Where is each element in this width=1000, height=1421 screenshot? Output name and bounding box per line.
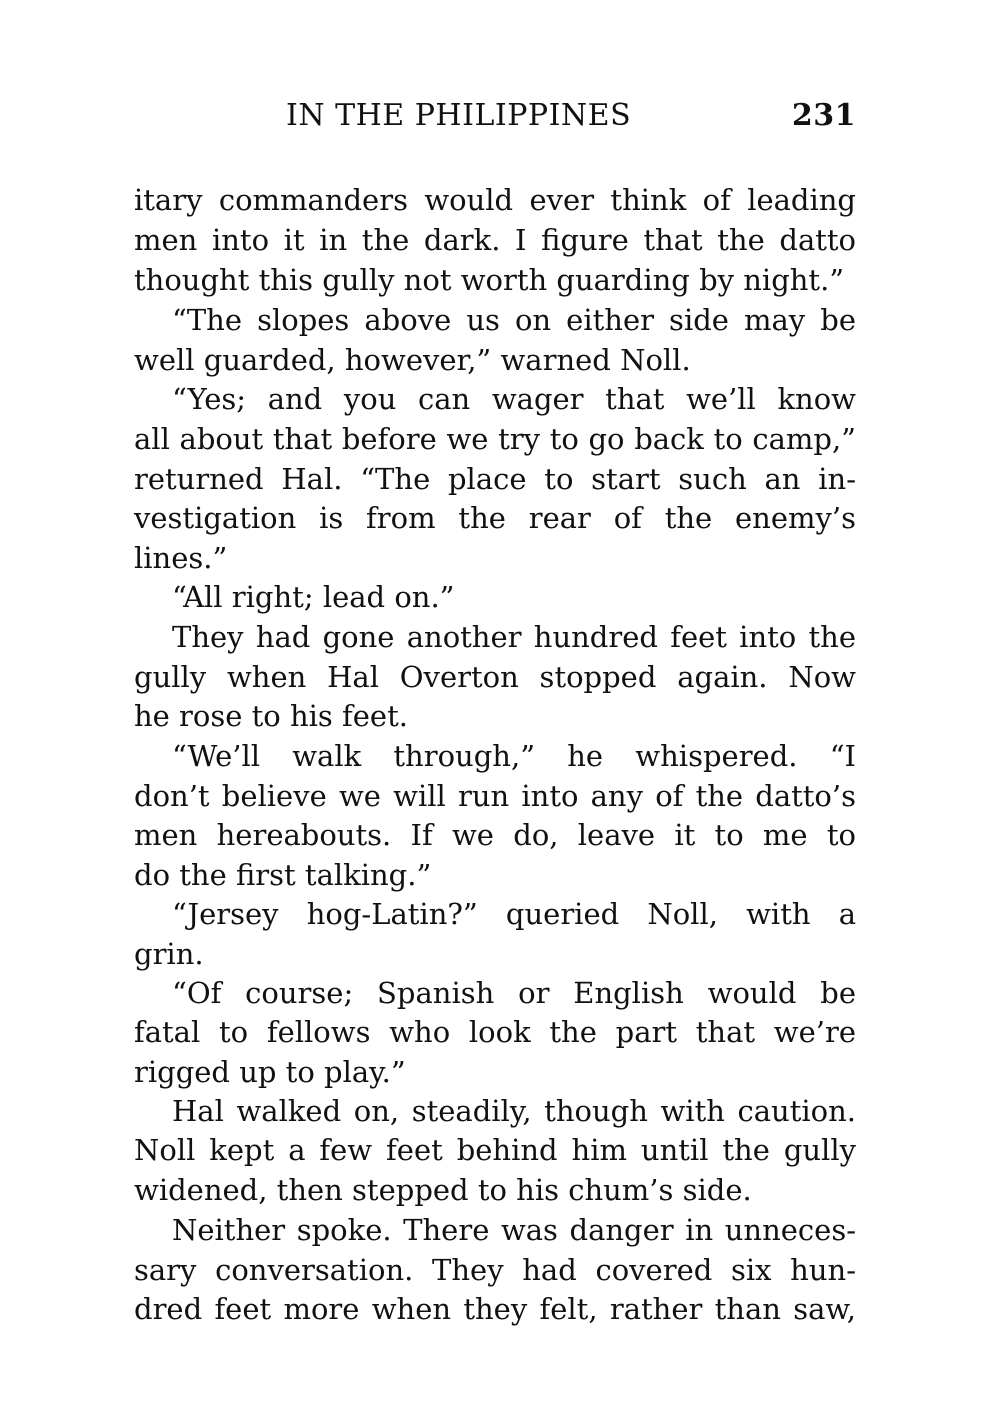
text-line: “Of course; Spanish or English would be	[172, 976, 856, 1010]
text-line: don’t believe we will run into any of the datto’s	[134, 779, 856, 813]
text-line: They had gone another hundred feet into the	[172, 620, 856, 654]
text-line: fatal to fellows who look the part that we’re	[134, 1015, 856, 1049]
text-line: rigged up to play.”	[134, 1055, 406, 1089]
text-line: returned Hal. “The place to start such an in-	[134, 462, 856, 496]
text-line: men hereabouts. If we do, leave it to me to	[134, 818, 856, 852]
text-line: itary commanders would ever think of leading	[134, 183, 856, 217]
text-line: “Jersey hog-Latin?” queried Noll, with a	[172, 897, 856, 931]
text-line: thought this gully not worth guarding by night.”	[134, 263, 845, 297]
text-line: do the first talking.”	[134, 858, 432, 892]
text-line: Noll kept a few feet behind him until the gully	[134, 1133, 856, 1167]
text-line: all about that before we try to go back to camp,”	[134, 422, 856, 456]
text-line: dred feet more when they felt, rather than saw,	[134, 1292, 856, 1326]
text-line: sary conversation. They had covered six hun-	[134, 1253, 856, 1287]
text-line: grin.	[134, 937, 204, 971]
running-head-title: IN THE PHILIPPINES	[286, 98, 632, 133]
text-line: widened, then stepped to his chum’s side.	[134, 1173, 752, 1207]
running-head	[134, 96, 856, 136]
text-line: “All right; lead on.”	[172, 580, 455, 614]
text-line: he rose to his feet.	[134, 699, 408, 733]
text-line: Hal walked on, steadily, though with caution.	[172, 1094, 856, 1128]
text-line: men into it in the dark. I figure that the datto	[134, 223, 856, 257]
text-line: “Yes; and you can wager that we’ll know	[172, 382, 856, 416]
text-line: lines.”	[134, 541, 228, 575]
text-line: gully when Hal Overton stopped again. Now	[134, 660, 856, 694]
text-line: “The slopes above us on either side may be	[172, 303, 856, 337]
text-line: vestigation is from the rear of the enemy’s	[134, 501, 856, 535]
text-line: “We’ll walk through,” he whispered. “I	[172, 739, 856, 773]
text-line: Neither spoke. There was danger in unneces-	[172, 1213, 856, 1247]
text-line: well guarded, however,” warned Noll.	[134, 343, 691, 377]
page-number: 231	[791, 98, 856, 133]
